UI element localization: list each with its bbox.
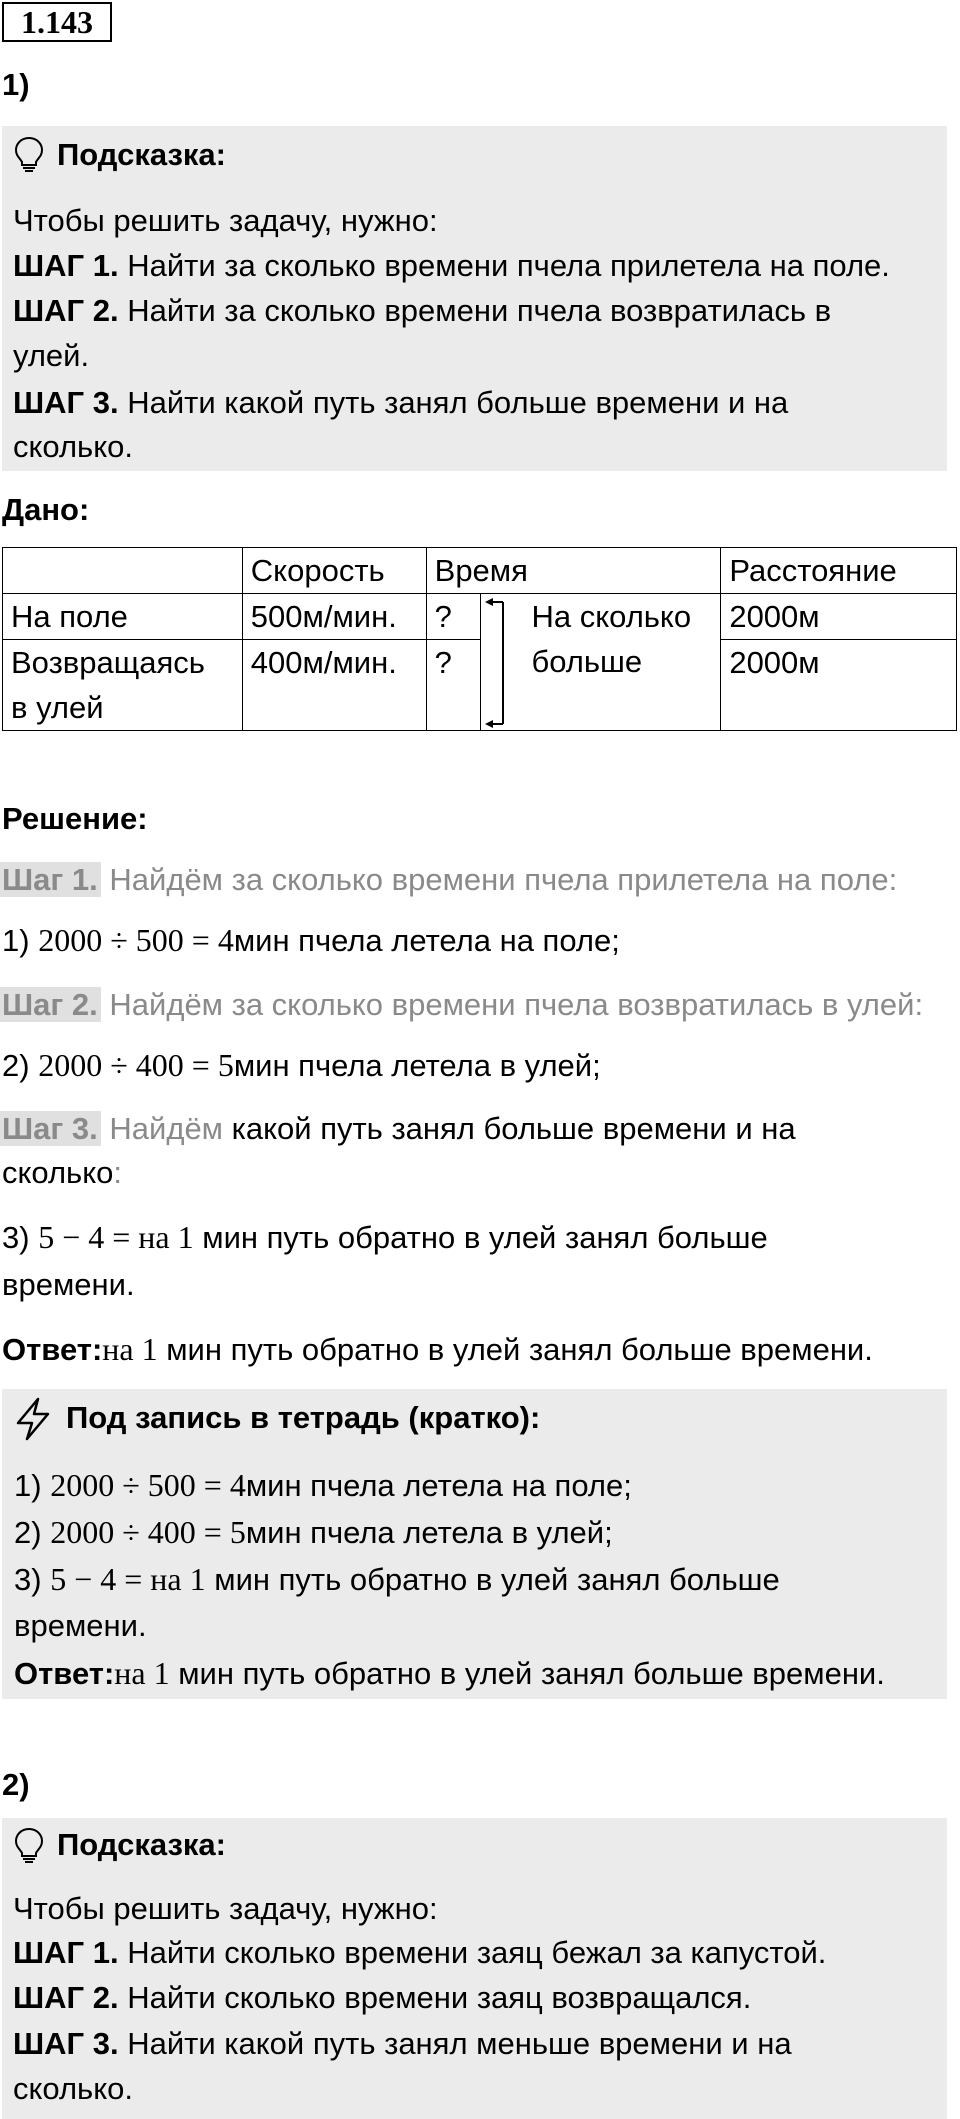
solution-title: Решение: bbox=[2, 801, 148, 836]
table-row bbox=[3, 594, 957, 640]
hint-step-2: ШАГ 2. Найти сколько времени заяц возвращался. bbox=[13, 1980, 752, 2015]
distance-cell: 2000м bbox=[721, 640, 957, 731]
hint-step-3: ШАГ 3. Найти какой путь занял меньше времени и на bbox=[13, 2026, 792, 2061]
solution-step-2: Шаг 2. Найдём за сколько времени пчела возвратилась в улей: bbox=[2, 982, 923, 1028]
row-label: Возвращаясь в улей bbox=[3, 640, 243, 731]
distance-cell: 2000м bbox=[721, 594, 957, 640]
lightbulb-icon bbox=[12, 135, 46, 173]
equation-3-cont: времени. bbox=[2, 1267, 135, 1302]
notebook-line-1: 1) 2000 ÷ 500 = 4мин пчела летела на поле; bbox=[14, 1467, 632, 1503]
time-cell: ? bbox=[426, 594, 481, 640]
hint-step-1: ШАГ 1. Найти сколько времени заяц бежал за капустой. bbox=[13, 1935, 827, 1970]
hint-title: Подсказка: bbox=[57, 1827, 226, 1862]
hint-box-2 bbox=[2, 1818, 947, 2119]
hint-step-2-cont: улей. bbox=[13, 338, 90, 373]
solution-step-1: Шаг 1. Найдём за сколько времени пчела прилетела на поле: bbox=[2, 857, 897, 903]
equation-3: 3) 5 − 4 = на 1 мин путь обратно в улей занял больше bbox=[2, 1219, 768, 1255]
equation-1: 1) 2000 ÷ 500 = 4мин пчела летела на поле; bbox=[2, 922, 620, 958]
table-header-row bbox=[3, 548, 957, 594]
equation-2: 2) 2000 ÷ 400 = 5мин пчела летела в улей; bbox=[2, 1047, 601, 1083]
answer: Ответ:на 1 мин путь обратно в улей занял больше времени. bbox=[2, 1331, 873, 1367]
problem-number: 1.143 bbox=[2, 2, 112, 42]
hint-step-2: ШАГ 2. Найти за сколько времени пчела возвратилась в bbox=[13, 293, 832, 328]
hint-intro: Чтобы решить задачу, нужно: bbox=[13, 1891, 438, 1926]
notebook-line-3-cont: времени. bbox=[14, 1608, 147, 1643]
lightning-icon bbox=[14, 1397, 52, 1441]
difference-line-1: На сколько bbox=[531, 599, 692, 634]
hint-step-1: ШАГ 1. Найти за сколько времени пчела прилетела на поле. bbox=[13, 248, 890, 283]
hint-title: Подсказка: bbox=[57, 137, 226, 172]
solution-step-3: Шаг 3. Найдём какой путь занял больше времени и на bbox=[2, 1106, 796, 1152]
notebook-title: Под запись в тетрадь (кратко): bbox=[66, 1400, 541, 1435]
given-title: Дано: bbox=[2, 492, 90, 527]
lightbulb-icon bbox=[12, 1826, 46, 1864]
notebook-answer: Ответ:на 1 мин путь обратно в улей занял больше времени. bbox=[14, 1655, 885, 1691]
notebook-line-2: 2) 2000 ÷ 400 = 5мин пчела летела в улей; bbox=[14, 1514, 613, 1550]
part-1-label: 1) bbox=[2, 67, 30, 102]
difference-cell bbox=[481, 594, 721, 731]
solution-step-3-cont: сколько: bbox=[2, 1155, 122, 1190]
table-row bbox=[3, 640, 957, 731]
hint-step-3-cont: сколько. bbox=[13, 2071, 133, 2106]
difference-line-2: больше bbox=[531, 644, 643, 679]
bracket-arrow-icon bbox=[481, 594, 525, 734]
notebook-line-3: 3) 5 − 4 = на 1 мин путь обратно в улей занял больше bbox=[14, 1561, 780, 1597]
hint-intro: Чтобы решить задачу, нужно: bbox=[13, 203, 438, 238]
hint-step-3-cont: сколько. bbox=[13, 429, 133, 464]
speed-cell: 500м/мин. bbox=[242, 594, 426, 640]
part-2-label: 2) bbox=[2, 1767, 30, 1802]
header-cell: Расстояние bbox=[721, 548, 957, 594]
header-cell: Скорость bbox=[242, 548, 426, 594]
header-cell bbox=[3, 548, 243, 594]
time-cell: ? bbox=[426, 640, 481, 731]
hint-step-3: ШАГ 3. Найти какой путь занял больше времени и на bbox=[13, 385, 789, 420]
notebook-box bbox=[2, 1389, 947, 1699]
header-cell: Время bbox=[426, 548, 721, 594]
hint-box-1 bbox=[2, 126, 947, 471]
row-label: На поле bbox=[3, 594, 243, 640]
speed-cell: 400м/мин. bbox=[242, 640, 426, 731]
given-table bbox=[2, 547, 957, 731]
